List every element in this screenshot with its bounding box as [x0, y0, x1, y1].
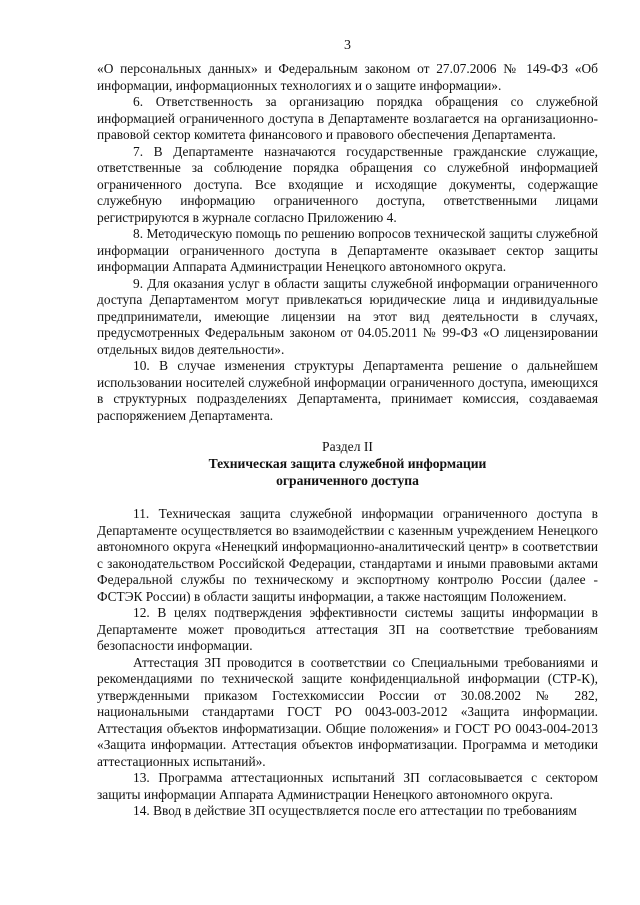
paragraphs-after-section	[97, 506, 598, 820]
page-number: 3	[344, 38, 351, 53]
body-paragraph: 11. Техническая защита служебной информации ограниченного доступа в Департаменте осуществляется во взаимодействии с казенным учреждением Ненецкого автономного округа «Ненецкий информационно-аналитический центр» в соответствии с законодательством Российской Федерации, стандартами и иными правовыми актами Федеральной службы по техническому и экспортному контролю России (далее - ФСТЭК России) в области защиты информации, а также настоящим Положением.	[97, 506, 598, 604]
body-paragraph: Аттестация ЗП проводится в соответствии со Специальными требованиями и рекомендациями по технической защите конфиденциальной информации (СТР-К), утвержденными приказом Гостехкомиссии России от 30.08.2002 № 282, национальными стандартами ГОСТ РО 0043-003-2012 «Защита информации. Аттестация объектов информатизации. Общие положения» и ГОСТ РО 0043-004-2013 «Защита информации. Аттестация объектов информатизации. Программа и методики аттестационных испытаний».	[97, 654, 598, 769]
body-paragraph: 7. В Департаменте назначаются государственные гражданские служащие, ответственные за соблюдение порядка обращения со служебной информацией ограниченного доступа. Все входящие и исходящие документы, содержащие служебную информацию ограниченного доступа, ответственными лицами регистрируются в журнале согласно Приложению 4.	[97, 143, 598, 225]
body-paragraph: 14. Ввод в действие ЗП осуществляется после его аттестации по требованиям	[133, 803, 577, 818]
body-paragraph: 8. Методическую помощь по решению вопросов технической защиты служебной информации ограниченного доступа в Департаменте оказывает сектор защиты информации Аппарата Администрации Ненецкого автономного округа.	[97, 226, 598, 274]
section-title-line-2: ограниченного доступа	[276, 473, 419, 488]
body-paragraph: 13. Программа аттестационных испытаний ЗП согласовывается с сектором защиты информации Аппарата Администрации Ненецкого автономного округа.	[97, 770, 598, 802]
body-paragraph: «О персональных данных» и Федеральным законом от 27.07.2006 № 149-ФЗ «Об информации, информационных технологиях и о защите информации».	[97, 61, 598, 93]
section-spacer	[97, 424, 598, 438]
paragraphs-before-section	[97, 61, 598, 424]
section-label: Раздел II	[322, 439, 373, 454]
section-title-line-1: Техническая защита служебной информации	[208, 456, 487, 471]
body-paragraph: 12. В целях подтверждения эффективности системы защиты информации в Департаменте может проводиться аттестация ЗП на соответствие требованиям безопасности информации.	[97, 605, 598, 653]
body-paragraph: 10. В случае изменения структуры Департамента решение о дальнейшем использовании носителей служебной информации ограниченного доступа, имеющихся в структурных подразделениях Департамента, принимает комиссия, создаваемая распоряжением Департамента.	[97, 358, 598, 423]
body-paragraph: 9. Для оказания услуг в области защиты служебной информации ограниченного доступа Департаментом могут привлекаться юридические лица и индивидуальные предприниматели, имеющие лицензии на этот вид деятельности в случаях, предусмотренных Федеральным законом от 04.05.2011 № 99-ФЗ «О лицензировании отдельных видов деятельности».	[97, 275, 598, 357]
body-paragraph: 6. Ответственность за организацию порядка обращения со служебной информацией ограниченного доступа в Департаменте возлагается на организационно-правовой сектор комитета финансового и правового обеспечения Департамента.	[97, 94, 598, 142]
section-title-spacer	[97, 489, 598, 506]
